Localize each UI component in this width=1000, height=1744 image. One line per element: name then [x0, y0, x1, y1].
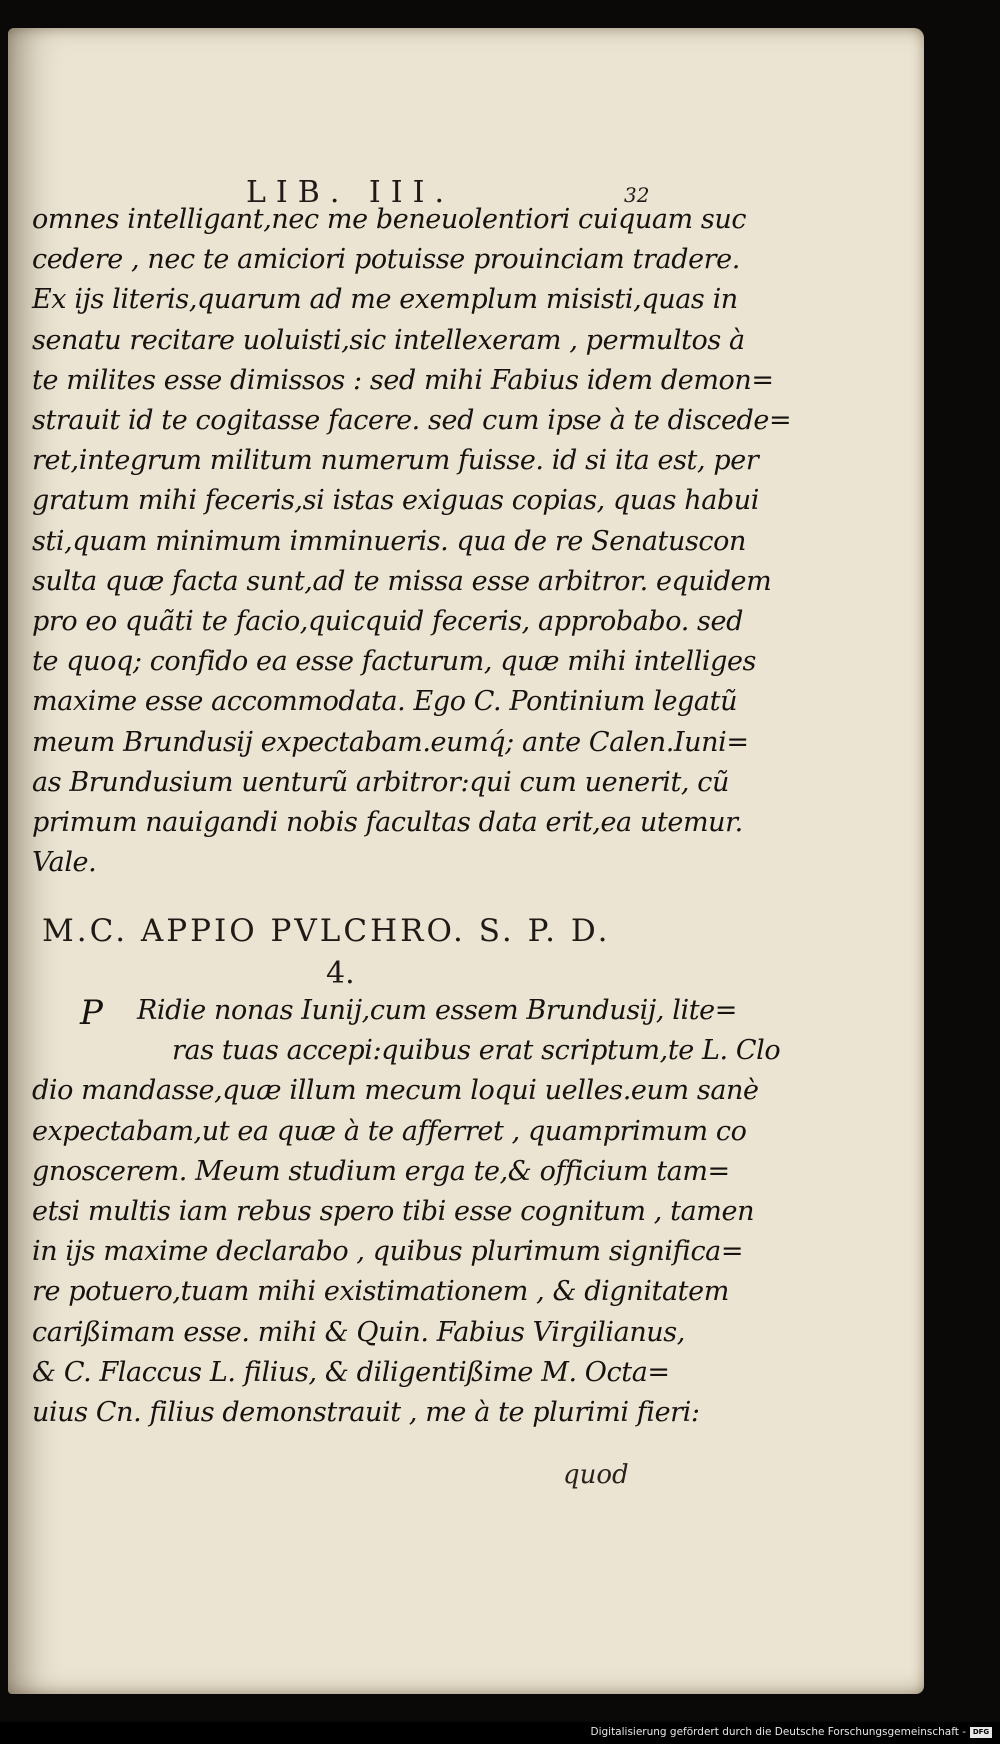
text-line: re potuero,tuam mihi existimationem , & dignitatem — [32, 1276, 729, 1308]
text-line: dio mandasse,quæ illum mecum loqui uelles.eum sanè — [32, 1075, 759, 1107]
text-line: as Brundusium uenturũ arbitror:qui cum uenerit, cũ — [32, 766, 730, 798]
text-line: pro eo quãti te facio,quicquid feceris, approbabo. sed — [32, 606, 743, 638]
text-line: gratum mihi feceris,si istas exiguas copias, quas habui — [32, 485, 760, 517]
text-line: in ijs maxime declarabo , quibus plurimum significa= — [32, 1236, 744, 1268]
text-line: Ex ijs literis,quarum ad me exemplum misisti,quas in — [32, 284, 738, 316]
text-line: uius Cn. filius demonstrauit , me à te plurimi fieri: — [32, 1397, 700, 1429]
text-line: expectabam,ut ea quæ à te afferret , quamprimum co — [32, 1115, 747, 1147]
text-line: cedere , nec te amiciori potuisse prouinciam tradere. — [32, 244, 740, 276]
text-line: sulta quæ facta sunt,ad te missa esse arbitror. equidem — [32, 565, 772, 597]
running-head: LIB. III. — [246, 175, 454, 210]
text-line: etsi multis iam rebus spero tibi esse cognitum , tamen — [32, 1196, 755, 1228]
text-line: maxime esse accommodata. Ego C. Pontinium legatũ — [32, 686, 738, 718]
catchword: quod — [563, 1460, 629, 1490]
text-line: carißimam esse. mihi & Quin. Fabius Virgilianus, — [32, 1316, 685, 1348]
text-line: sti,quam minimum imminueris. qua de re Senatuscon — [32, 525, 747, 557]
text-line: Vale. — [32, 847, 97, 879]
book-page — [8, 28, 924, 1694]
text-line: ras tuas accepi:quibus erat scriptum,te L. Clo — [172, 1035, 781, 1067]
letter-number: 4. — [326, 956, 355, 991]
text-line: omnes intelligant,nec me beneuolentiori cuiquam suc — [32, 204, 747, 235]
text-line: te quoq; confido ea esse facturum, quæ mihi intelliges — [32, 646, 756, 678]
text-line: & C. Flaccus L. filius, & diligentißime M. Octa= — [32, 1356, 670, 1388]
text-line: meum Brundusij expectabam.eumq́; ante Calen.Iuni= — [32, 726, 749, 758]
page-header — [8, 143, 924, 210]
folio-number: 32 — [624, 183, 650, 207]
text-line: gnoscerem. Meum studium erga te,& officium tam= — [32, 1155, 730, 1187]
text-line: te milites esse dimissos : sed mihi Fabius idem demon= — [32, 364, 774, 396]
text-line: strauit id te cogitasse facere. sed cum ipse à te discede= — [32, 405, 792, 437]
text-line: primum nauigandi nobis facultas data erit,ea utemur. — [32, 807, 743, 839]
text-line: senatu recitare uoluisti,sic intellexeram , permultos à — [32, 324, 745, 356]
dfg-logo-icon: DFG — [970, 1727, 992, 1738]
drop-capital: P — [80, 993, 103, 1033]
funding-credit: Digitalisierung gefördert durch die Deutsche Forschungsgemeinschaft - — [590, 1726, 966, 1738]
text-line: ret,integrum militum numerum fuisse. id si ita est, per — [32, 445, 759, 477]
letter-heading: M.C. APPIO PVLCHRO. S. P. D. — [42, 913, 611, 949]
digitization-footer — [0, 1722, 1000, 1744]
letter-body-text — [32, 200, 792, 883]
letter-text — [32, 991, 781, 1433]
text-line: Ridie nonas Iunij,cum essem Brundusij, lite= — [137, 995, 737, 1026]
